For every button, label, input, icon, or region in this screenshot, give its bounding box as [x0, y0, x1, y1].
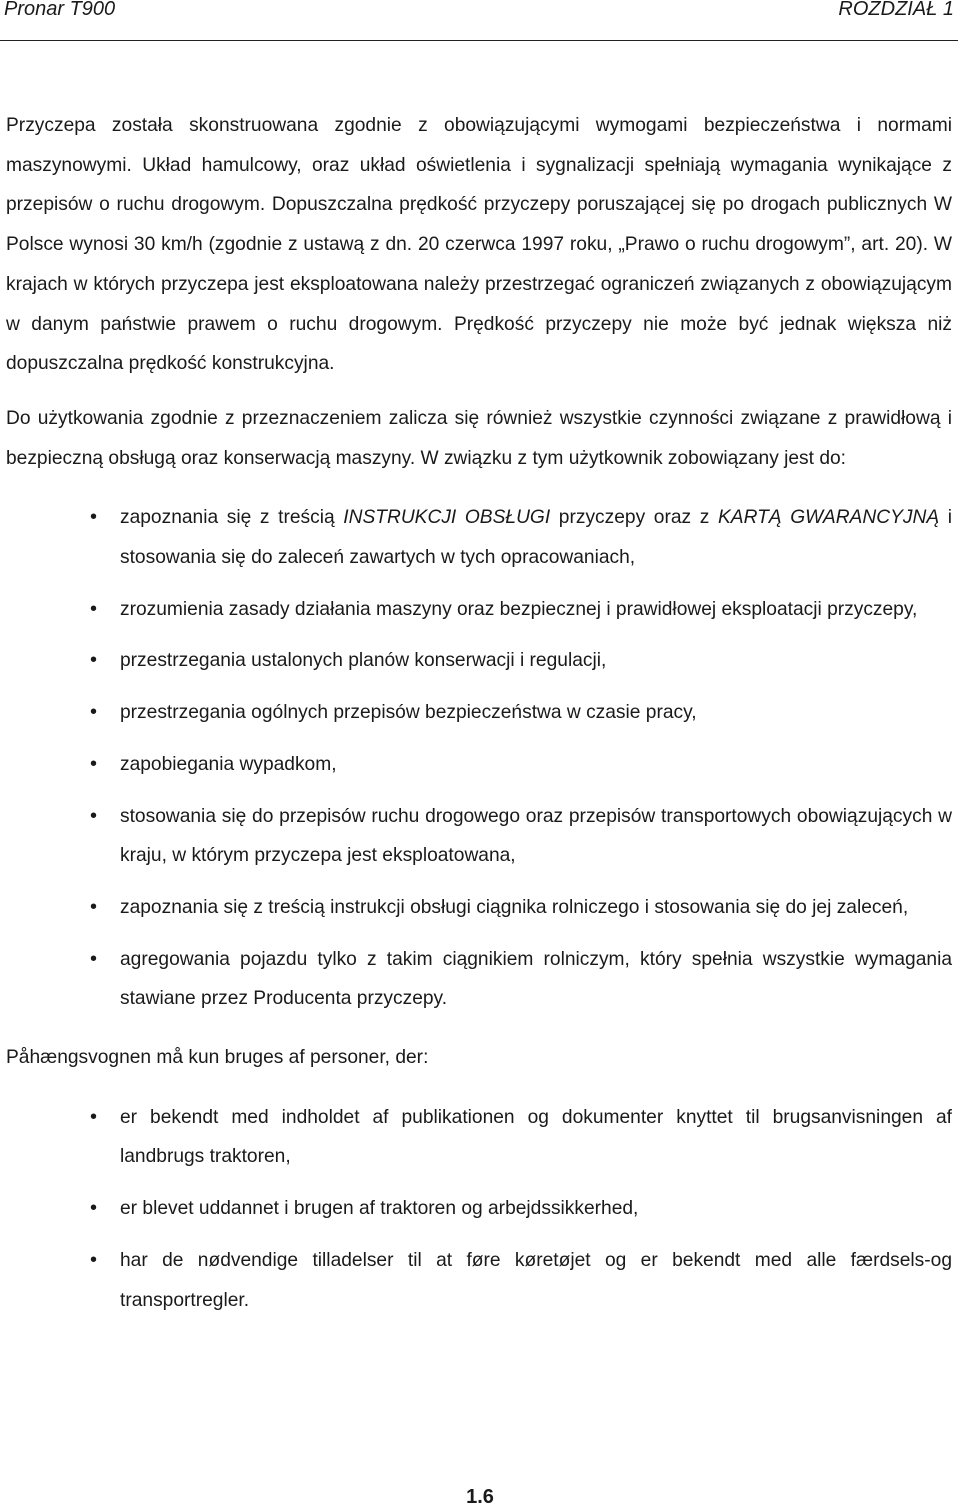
list-item-text: przestrzegania ogólnych przepisów bezpieczeństwa w czasie pracy, [120, 702, 697, 724]
italic-manual-ref: INSTRUKCJI OBSŁUGI [343, 507, 551, 529]
bullet-icon: • [90, 701, 98, 724]
italic-warranty-ref: KARTĄ GWARANCYJNĄ [717, 507, 940, 529]
header-title: Pronar T900 [4, 0, 116, 20]
list-item-text: stosowania się do przepisów ruchu drogowego oraz przepisów transportowych obowiązujących w kraju, w którym przyczepa jest eksploatowana, [120, 805, 952, 867]
page-number: 1.6 [466, 1486, 494, 1508]
list-item [6, 498, 952, 577]
bullet-icon: • [90, 649, 98, 672]
list-item-text: er blevet uddannet i brugen af traktoren og arbejdssikkerhed, [120, 1198, 639, 1220]
obligations-list [6, 498, 952, 1019]
list-item [6, 1189, 952, 1229]
list-item [6, 1241, 952, 1320]
bullet-icon: • [90, 752, 98, 775]
paragraph-obligations: Do użytkowania zgodnie z przeznaczeniem zalicza się również wszystkie czynności związane z prawidłową i bezpieczną obsługą oraz konserwacją maszyny. W związku z tym użytkownik zobowiązany jest do: [6, 407, 952, 469]
list-item [6, 1098, 952, 1177]
list-item [6, 745, 952, 785]
danish-requirements-list [6, 1098, 952, 1321]
page-header [0, 0, 958, 41]
list-item-text: zapoznania się z treścią instrukcji obsługi ciągnika rolniczego i stosowania się do jej zaleceń, [120, 896, 909, 918]
list-item-text: przestrzegania ustalonych planów konserwacji i regulacji, [120, 650, 607, 672]
paragraph-danish-intro: Påhængsvognen må kun bruges af personer, der: [6, 1047, 429, 1069]
list-item-text: er bekendt med indholdet af publikationen og dokumenter knyttet til brugsanvisningen af landbrugs traktoren, [120, 1106, 952, 1168]
list-item-text: zapobiegania wypadkom, [120, 753, 337, 775]
bullet-icon: • [90, 1197, 98, 1220]
list-item-text: zapoznania się z treścią INSTRUKCJI OBSŁUGI przyczepy oraz z KARTĄ GWARANCYJNĄ i stosowania się do zaleceń zawartych w tych opracowaniach, [120, 507, 953, 569]
list-item-text: zrozumienia zasady działania maszyny oraz bezpiecznej i prawidłowej eksploatacji przyczepy, [120, 598, 918, 620]
bullet-icon: • [90, 1105, 98, 1128]
document-body [6, 106, 952, 1339]
list-item [6, 641, 952, 681]
bullet-icon: • [90, 804, 98, 827]
list-item [6, 797, 952, 876]
list-item [6, 888, 952, 928]
bullet-icon: • [90, 895, 98, 918]
paragraph-intro: Przyczepa została skonstruowana zgodnie z obowiązującymi wymogami bezpieczeństwa i normami maszynowymi. Układ hamulcowy, oraz układ oświetlenia i sygnalizacji spełniają wymagania wynikające z przepisów o ruchu drogowym. Dopuszczalna prędkość przyczepy poruszającej się po drogach publicznych W Polsce wynosi 30 km/h (zgodnie z ustawą z dn. 20 czerwca 1997 roku, „Prawo o ruchu drogowym”, art. 20). W krajach w których przyczepa jest eksploatowana należy przestrzegać ograniczeń związanych z obowiązującym w danym państwie prawem o ruchu drogowym. Prędkość przyczepy nie może być jednak większa niż dopuszczalna prędkość konstrukcyjna. [6, 115, 952, 375]
header-chapter: ROZDZIAŁ 1 [838, 0, 954, 20]
list-item [6, 590, 952, 630]
list-item [6, 693, 952, 733]
bullet-icon: • [90, 947, 98, 970]
bullet-icon: • [90, 506, 98, 529]
list-item-text: har de nødvendige tilladelser til at føre køretøjet og er bekendt med alle færdsels-og transportregler. [120, 1249, 952, 1311]
list-item-text: agregowania pojazdu tylko z takim ciągnikiem rolniczym, który spełnia wszystkie wymagania stawiane przez Producenta przyczepy. [120, 948, 952, 1010]
list-item [6, 940, 952, 1019]
bullet-icon: • [90, 597, 98, 620]
bullet-icon: • [90, 1248, 98, 1271]
